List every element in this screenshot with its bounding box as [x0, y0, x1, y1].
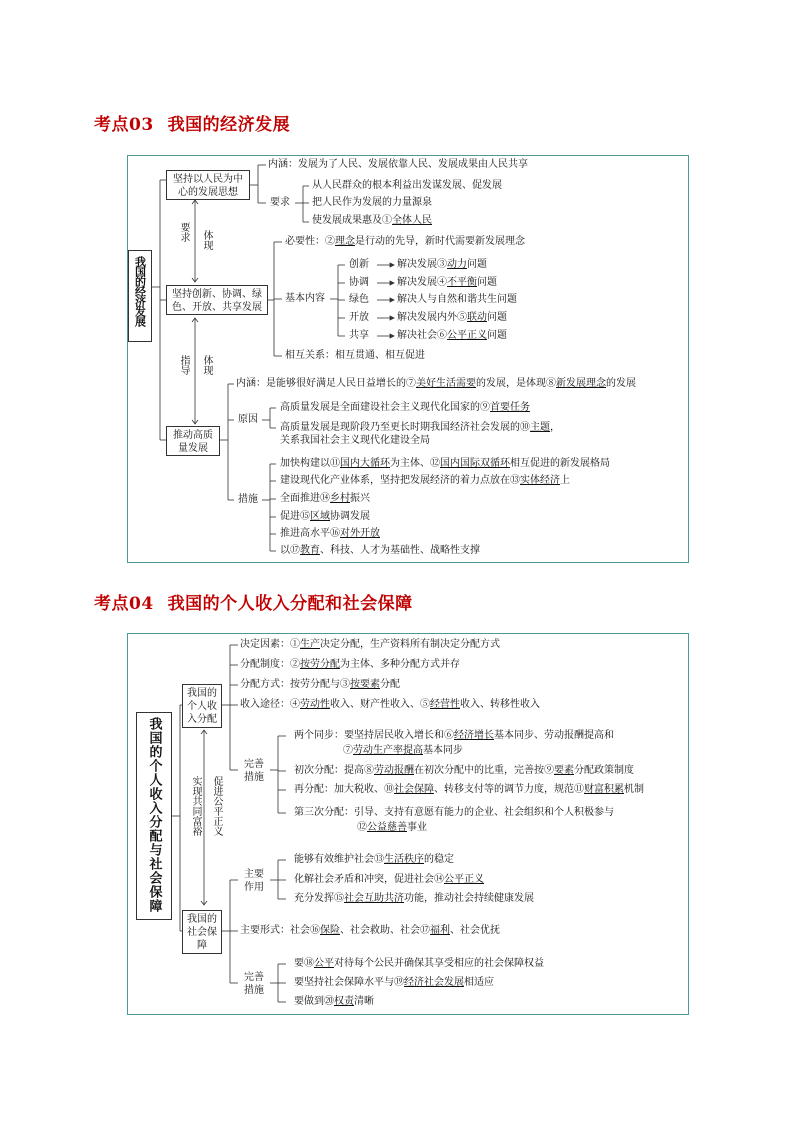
s3-root-box	[128, 250, 152, 342]
s3-b1-req-1: 从人民群众的根本利益出发谋发展、促发展	[312, 180, 502, 191]
s3-b3-m1: 加快构建以⑪国内大循环为主体、⑫国内国际双循环相互促进的新发展格局	[280, 458, 610, 469]
s3-b2-item-k: 创新	[349, 259, 369, 270]
s4-link-left: 实现共同富裕	[190, 776, 201, 836]
s3-b2-basic: 基本内容	[285, 293, 325, 304]
s4-b3-2: 要坚持社会保障水平与⑲经济社会发展相适应	[294, 977, 494, 988]
s4-b3-1: 要⑱公平对待每个公民并确保其享受相应的社会保障权益	[294, 958, 544, 969]
s3-b2-need: 必要性：②理念是行动的先导，新时代需要新发展理念	[285, 236, 525, 247]
s3-b3-m5: 推进高水平⑯对外开放	[280, 528, 380, 539]
s4-a-box: 我国的 个人收 入分配	[182, 684, 222, 728]
s4-a4: 收入途径：④劳动性收入、财产性收入、⑤经营性收入、转移性收入	[240, 699, 540, 710]
s4-a5-4b: ⑫公益慈善事业	[357, 822, 427, 833]
s4-a5-label: 完善 措施	[244, 759, 264, 783]
s3-b3-reason-2: 高质量发展是现阶段乃至更长时期我国经济社会发展的⑩主题，	[280, 422, 560, 433]
s3-b3-m2: 建设现代化产业体系，坚持把发展经济的着力点放在⑬实体经济上	[280, 475, 570, 486]
s3-b2-item-v: 解决发展内外⑤联动问题	[397, 312, 507, 323]
s3-b3-reason-2b: 关系我国社会主义现代化建设全局	[280, 435, 430, 446]
s4-a5-1: 两个同步：要坚持居民收入增长和⑥经济增长基本同步、劳动报酬提高和	[294, 730, 614, 741]
s3-b2-item-k: 协调	[349, 277, 369, 288]
s3-b2-item-k: 绿色	[349, 294, 369, 305]
s4-b1-2: 化解社会矛盾和冲突，促进社会⑭公平正义	[294, 874, 484, 885]
s3-b3-yuanyin: 原因	[238, 414, 258, 425]
s4-a5-2: 初次分配：提高⑧劳动报酬在初次分配中的比重，完善按⑨要素分配政策制度	[294, 765, 634, 776]
s4-root-box	[136, 712, 172, 920]
s4-a5-3: 再分配：加大税收、⑩社会保障、转移支付等的调节力度，规范⑪财富积累机制	[294, 784, 644, 795]
s3-root-label: 我国的经济发展	[133, 256, 147, 326]
s3-link1-left: 要求	[178, 222, 189, 242]
s4-b1-1: 能够有效维护社会⑬生活秩序的稳定	[294, 854, 454, 865]
s4-link-right: 促进公平正义	[211, 776, 222, 836]
s4-b2: 主要形式：社会⑯保险、社会救助、社会⑰福利、社会优抚	[240, 925, 500, 936]
s4-a3: 分配方式：按劳分配与③按要素分配	[240, 679, 400, 690]
s4-b-box: 我国的 社会保 障	[182, 910, 222, 954]
section-3-title: 考点03 我国的经济发展	[94, 115, 291, 135]
s4-a5-1b: ⑦劳动生产率提高基本同步	[343, 745, 463, 756]
s3-b2-item-v: 解决人与自然和谐共生问题	[397, 294, 517, 305]
s3-b2-item-k: 共享	[349, 330, 369, 341]
s3-b3-reason-1: 高质量发展是全面建设社会主义现代化国家的⑨首要任务	[280, 402, 530, 413]
s4-b3-label: 完善 措施	[244, 972, 264, 996]
s3-b2-item-k: 开放	[349, 312, 369, 323]
s4-b3-3: 要做到⑳权责清晰	[294, 996, 374, 1007]
s4-a2: 分配制度：②按劳分配为主体、多种分配方式并存	[240, 659, 460, 670]
s3-b2-item-v: 解决发展④不平衡问题	[397, 277, 497, 288]
s4-a5-4: 第三次分配：引导、支持有意愿有能力的企业、社会组织和个人积极参与	[294, 807, 614, 818]
s3-link1-right: 体现	[201, 230, 212, 250]
s3-b1-neihan: 内涵：发展为了人民、发展依靠人民、发展成果由人民共享	[268, 159, 528, 170]
s4-b1-3: 充分发挥⑮社会互助共济功能，推动社会持续健康发展	[294, 893, 534, 904]
s3-b2-box: 坚持创新、协调、绿 色、开放、共享发展	[166, 285, 268, 315]
s4-a1: 决定因素：①生产决定分配，生产资料所有制决定分配方式	[240, 639, 500, 650]
s3-b1-req-3: 使发展成果惠及①全体人民	[312, 215, 432, 226]
s3-b1-yaoqiu: 要求	[270, 197, 290, 208]
s3-link2-right: 体现	[201, 355, 212, 375]
s3-b3-neihan: 内涵：是能够很好满足人民日益增长的⑦美好生活需要的发展，是体现⑧新发展理念的发展	[236, 378, 636, 389]
s3-b3-cuoshi: 措施	[238, 494, 258, 505]
s3-b3-m3: 全面推进⑭乡村振兴	[280, 493, 370, 504]
s3-b3-box: 推动高质 量发展	[166, 426, 220, 456]
s4-root-label: 我国的个人收入分配与社会保障	[146, 717, 162, 913]
s3-link2-left: 指导	[178, 355, 189, 375]
s3-b1-req-2: 把人民作为发展的力量源泉	[312, 197, 432, 208]
section-4-title: 考点04 我国的个人收入分配和社会保障	[94, 594, 413, 614]
s3-b3-m4: 促进⑮区域协调发展	[280, 511, 370, 522]
s3-b2-item-v: 解决社会⑥公平正义问题	[397, 330, 507, 341]
s3-b2-rel: 相互关系：相互贯通、相互促进	[285, 350, 425, 361]
s3-b1-box: 坚持以人民为中 心的发展思想	[166, 170, 250, 200]
s4-b1-label: 主要 作用	[244, 869, 264, 893]
s3-b2-item-v: 解决发展③动力问题	[397, 259, 487, 270]
s3-b3-m6: 以⑰教育、科技、人才为基础性、战略性支撑	[280, 545, 480, 556]
